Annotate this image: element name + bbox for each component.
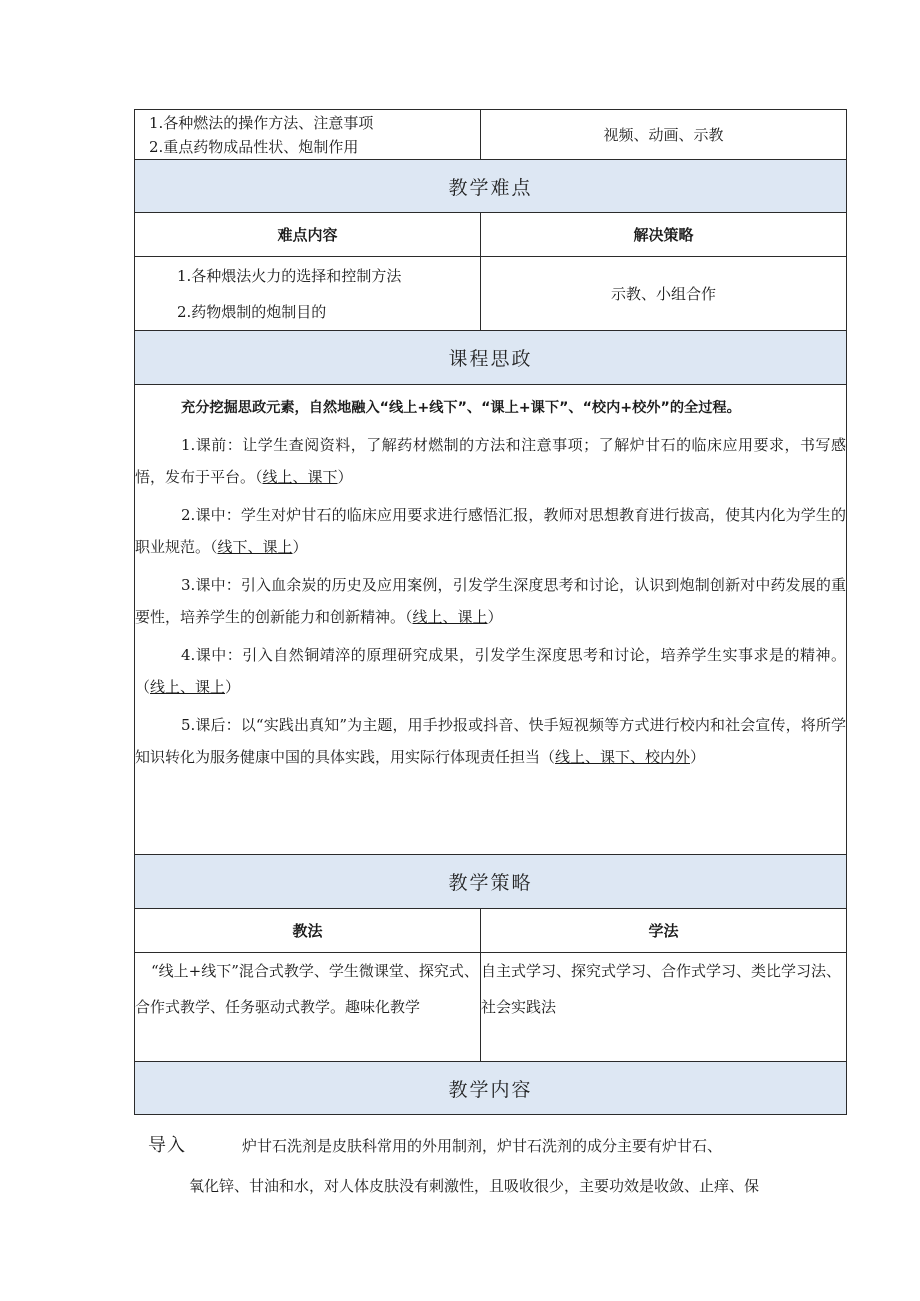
intro-section xyxy=(134,1126,846,1206)
col-header-teaching-method: 教法 xyxy=(135,909,481,953)
teaching-method-cell: “线上+线下”混合式教学、学生微课堂、探究式、合作式教学、任务驱动式教学。趣味化教学 xyxy=(135,953,481,1062)
col-header-learning-method: 学法 xyxy=(481,909,847,953)
sizheng-item-1: 1.课前：让学生查阅资料，了解药材燃制的方法和注意事项；了解炉甘石的临床应用要求，书写感悟，发布于平台。（线上、课下） xyxy=(135,436,846,486)
learning-method-cell: 自主式学习、探究式学习、合作式学习、类比学习法、社会实践法 xyxy=(481,953,847,1062)
sizheng-tag-5: 线上、课下、校内外 xyxy=(555,748,691,766)
intro-text-2: 氧化锌、甘油和水，对人体皮肤没有刺激性，且吸收很少，主要功效是收敛、止痒、保 xyxy=(189,1177,760,1195)
sizheng-content-cell xyxy=(135,385,847,855)
section-title-sizheng: 课程思政 xyxy=(135,331,847,385)
difficulty-strategy-cell: 示教、小组合作 xyxy=(481,257,847,331)
col-header-difficulty-content: 难点内容 xyxy=(135,213,481,257)
focus-line-1: 1.各种燃法的操作方法、注意事项 xyxy=(149,113,374,132)
difficulty-item-2: 2.药物煨制的炮制目的 xyxy=(177,302,327,321)
difficulty-content-cell xyxy=(135,257,481,331)
section-title-difficulty: 教学难点 xyxy=(135,160,847,213)
intro-line-1 xyxy=(134,1126,846,1166)
sizheng-item-4: 4.课中：引入自然铜靖淬的原理研究成果，引发学生深度思考和讨论，培养学生实事求是的精神。（线上、课上） xyxy=(135,646,846,696)
sizheng-item-2: 2.课中：学生对炉甘石的临床应用要求进行感悟汇报，教师对思想教育进行拔高，使其内化为学生的职业规范。（线下、课上） xyxy=(135,506,846,556)
difficulty-item-1: 1.各种煨法火力的选择和控制方法 xyxy=(177,266,402,285)
focus-strategy-cell: 视频、动画、示教 xyxy=(481,110,847,160)
sizheng-lead: 充分挖掘思政元素，自然地融入“线上+线下”、“课上+课下”、“校内+校外”的全过程。 xyxy=(181,400,741,416)
focus-content-cell xyxy=(135,110,481,160)
sizheng-item-5: 5.课后：以“实践出真知”为主题，用手抄报或抖音、快手短视频等方式进行校内和社会宣传，将所学知识转化为服务健康中国的具体实践，用实际行体现责任担当（线上、课下、校内外） xyxy=(135,716,846,766)
sizheng-tag-3: 线上、课上 xyxy=(412,608,488,626)
sizheng-tag-4: 线上、课上 xyxy=(150,678,226,696)
section-title-strategy: 教学策略 xyxy=(135,855,847,909)
col-header-solution-strategy: 解决策略 xyxy=(481,213,847,257)
sizheng-tag-2: 线下、课上 xyxy=(217,538,293,556)
section-title-content: 教学内容 xyxy=(135,1062,847,1115)
lesson-plan-table xyxy=(134,109,847,1115)
intro-label: 导入 xyxy=(148,1135,186,1156)
sizheng-item-3: 3.课中：引入血余炭的历史及应用案例，引发学生深度思考和讨论，认识到炮制创新对中药发展的重要性，培养学生的创新能力和创新精神。（线上、课上） xyxy=(135,576,846,626)
focus-line-2: 2.重点药物成品性状、炮制作用 xyxy=(149,137,359,156)
focus-row xyxy=(135,110,847,160)
sizheng-tag-1: 线上、课下 xyxy=(262,468,338,486)
intro-text-1: 炉甘石洗剂是皮肤科常用的外用制剂，炉甘石洗剂的成分主要有炉甘石、 xyxy=(242,1137,723,1155)
